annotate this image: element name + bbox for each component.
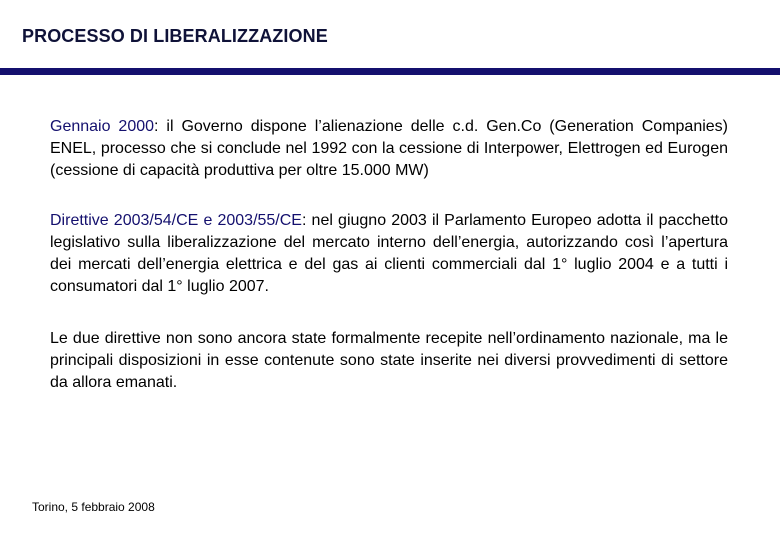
paragraph-lead: Gennaio 2000 bbox=[50, 118, 155, 135]
paragraph-lead: Direttive 2003/54/CE e 2003/55/CE bbox=[50, 212, 302, 229]
paragraph-text: : il Governo dispone l’alienazione delle c.d. Gen.Co (Generation Companies) ENEL, processo che si conclude nel 1992 con la cessione di Interpower, Elettrogen ed Eurogen (cessione di capacità produttiva per oltre 15.000 MW) bbox=[50, 118, 728, 179]
paragraph-gennaio-2000 bbox=[50, 116, 728, 182]
footer-date: Torino, 5 febbraio 2008 bbox=[32, 500, 155, 514]
paragraph-text: : nel giugno 2003 il Parlamento Europeo adotta il pacchetto legislativo sulla liberalizzazione del mercato interno dell’energia, autorizzando così l’apertura dei mercati dell’energia elettrica e del gas ai clienti commerciali dal 1° luglio 2004 e a tutti i consumatori dal 1° luglio 2007. bbox=[50, 212, 728, 295]
paragraph-direttive bbox=[50, 210, 728, 298]
title-divider bbox=[0, 68, 780, 75]
paragraph-recepimento bbox=[50, 328, 728, 394]
paragraph-text: Le due direttive non sono ancora state formalmente recepite nell’ordinamento nazionale, ma le principali disposizioni in esse contenute sono state inserite nei diversi provvedimenti di settore da allora emanati. bbox=[50, 330, 728, 391]
slide-title: PROCESSO DI LIBERALIZZAZIONE bbox=[22, 26, 328, 46]
